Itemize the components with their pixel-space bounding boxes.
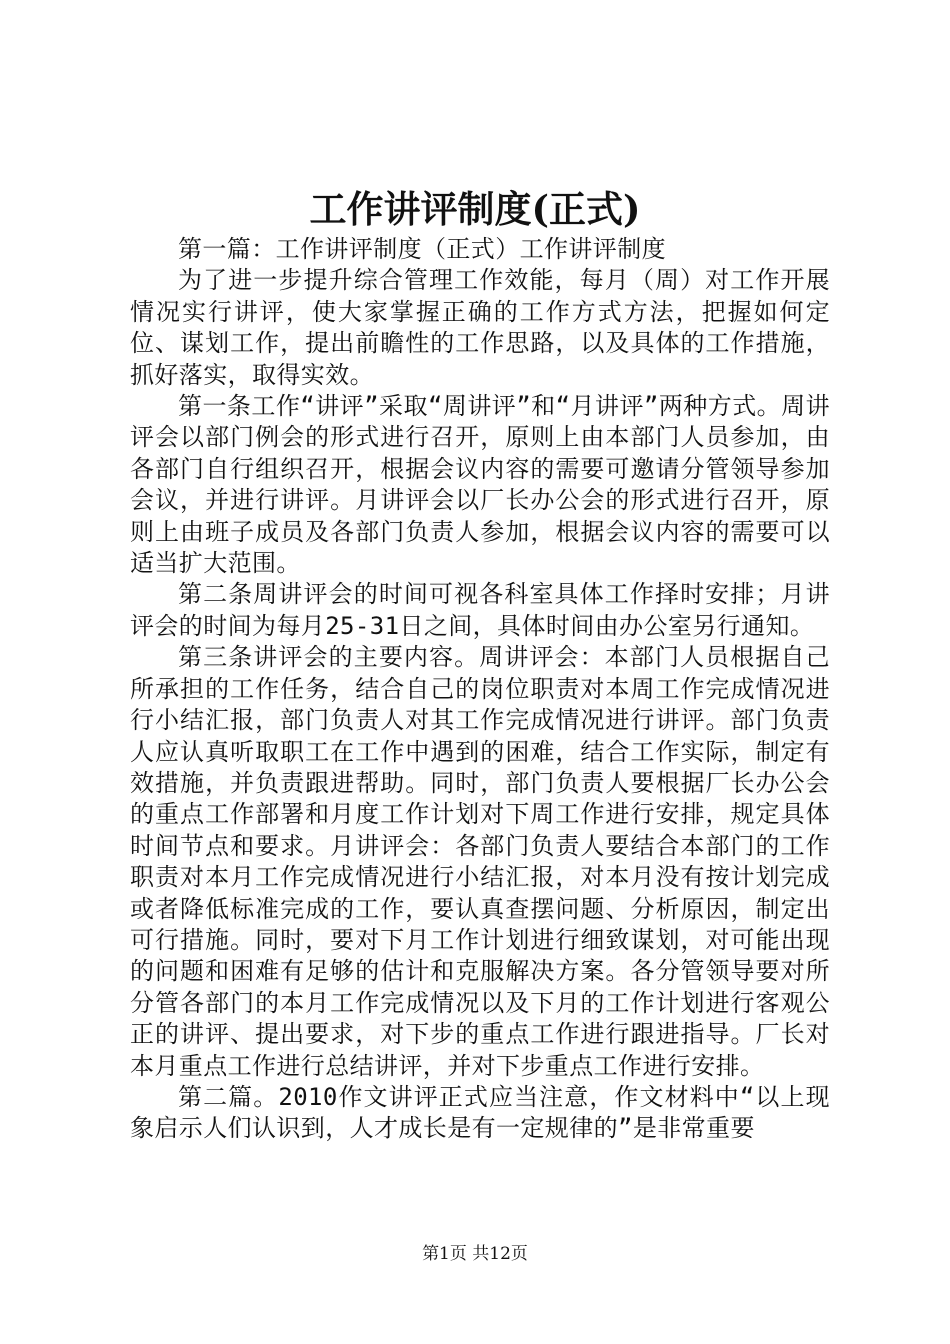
paragraph-article-2: 第二条周讲评会的时间可视各科室具体工作择时安排；月讲评会的时间为每月25-31日之间，具体时间由办公室另行通知。 <box>130 580 830 640</box>
paragraph-intro: 为了进一步提升综合管理工作效能，每月（周）对工作开展情况实行讲评，使大家掌握正确的工作方式方法，把握如何定位、谋划工作，提出前瞻性的工作思路，以及具体的工作措施，抓好落实，取得实效。 <box>130 266 830 389</box>
document-body <box>130 234 830 1145</box>
paragraph-section-heading: 第一篇：工作讲评制度（正式）工作讲评制度 <box>178 235 666 263</box>
document-title: 工作讲评制度(正式) <box>309 187 641 231</box>
paragraph-article-1: 第一条工作“讲评”采取“周讲评”和“月讲评”两种方式。周讲评会以部门例会的形式进行召开，原则上由本部门人员参加，由各部门自行组织召开，根据会议内容的需要可邀请分管领导参加会议，并进行讲评。月讲评会以厂长办公会的形式进行召开，原则上由班子成员及各部门负责人参加，根据会议内容的需要可以适当扩大范围。 <box>130 392 830 578</box>
paragraph-part-2: 第二篇。2010作文讲评正式应当注意，作文材料中“以上现象启示人们认识到，人才成长是有一定规律的”是非常重要 <box>130 1082 830 1143</box>
paragraph-article-3: 第三条讲评会的主要内容。周讲评会：本部门人员根据自己所承担的工作任务，结合自己的岗位职责对本周工作完成情况进行小结汇报，部门负责人对其工作完成情况进行讲评。部门负责人应认真听取职工在工作中遇到的困难，结合工作实际，制定有效措施，并负责跟进帮助。同时，部门负责人要根据厂长办公会的重点工作部署和月度工作计划对下周工作进行安排，规定具体时间节点和要求。月讲评会：各部门负责人要结合本部门的工作职责对本月工作完成情况进行小结汇报，对本月没有按计划完成或者降低标准完成的工作，要认真查摆问题、分析原因，制定出可行措施。同时，要对下月工作计划进行细致谋划，对可能出现的问题和困难有足够的估计和克服解决方案。各分管领导要对所分管各部门的本月工作完成情况以及下月的工作计划进行客观公正的讲评、提出要求，对下步的重点工作进行跟进指导。厂长对本月重点工作进行总结讲评，并对下步重点工作进行安排。 <box>130 643 830 1080</box>
page-footer: 第1页 共12页 <box>422 1244 528 1264</box>
